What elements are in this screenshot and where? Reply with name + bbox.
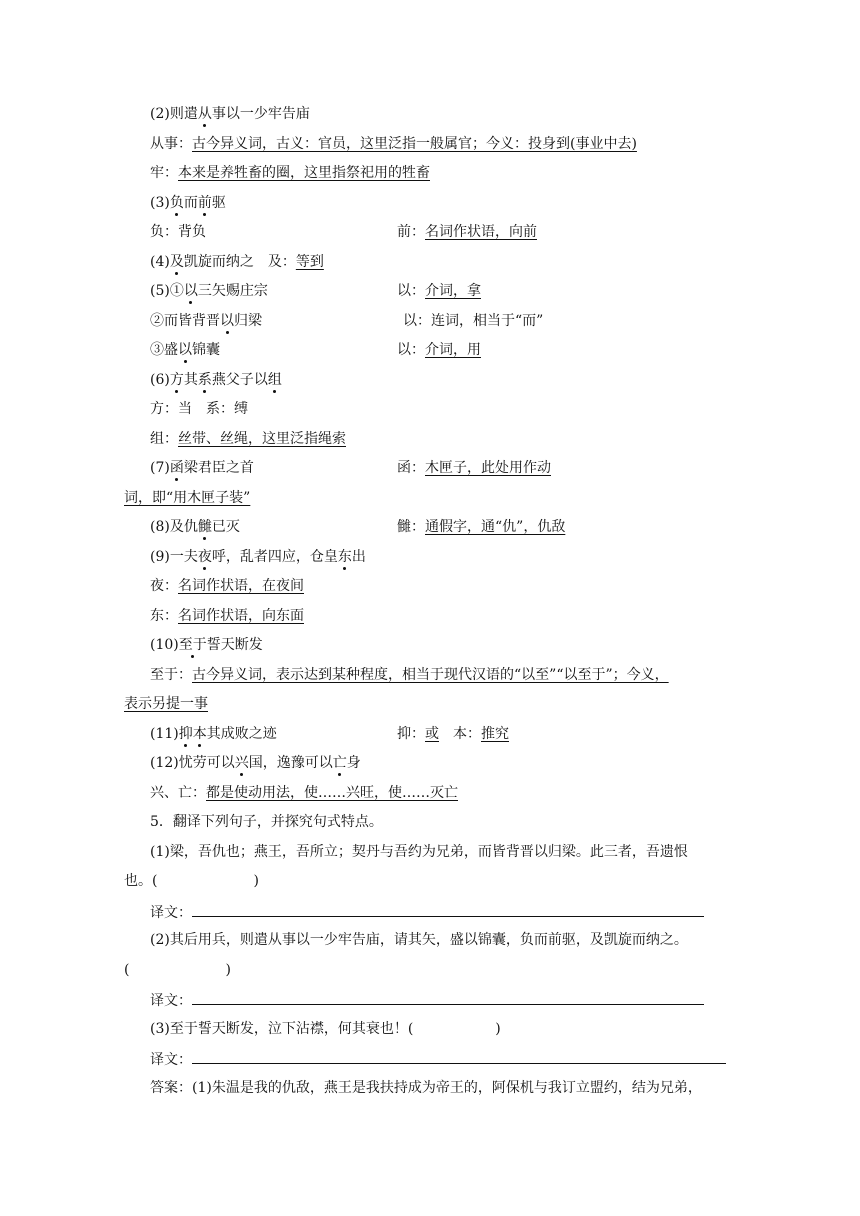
note-fang-xi: 方：当 系：缚 [150, 401, 248, 417]
item-12-sentence: (12)忧劳可以兴国，逸豫可以亡身 [150, 755, 361, 771]
item-4-sentence: (4)及凯旋而纳之 及：等到 [150, 254, 324, 270]
item-11-sentence: (11)抑本其成败之迹 [150, 726, 277, 742]
question-5-heading: 5．翻译下列句子，并探究句式特点。 [150, 814, 383, 830]
q5-1-sentence-cont: 也。( ) [124, 873, 259, 889]
item-2-sentence: (2)则遣从事以一少牢告庙 [150, 106, 310, 122]
item-3-sentence: (3)负而前驱 [150, 195, 226, 211]
note-han-cont: 词，即“用木匣子装” [124, 490, 251, 506]
note-ye: 夜：名词作状语，在夜间 [150, 578, 304, 594]
note-qian: 前：名词作状语，向前 [397, 224, 537, 240]
note-zu: 组：丝带、丝绳，这里泛指绳索 [150, 431, 346, 447]
item-6-sentence: (6)方其系燕父子以组 [150, 372, 282, 388]
item-9-sentence: (9)一夫夜呼，乱者四应，仓皇东出 [150, 549, 366, 565]
answer-underlined: 本来是养牲畜的圈，这里指祭祀用的牲畜 [178, 165, 430, 181]
note-zhiyu: 至于：古今异义词，表示达到某种程度，相当于现代汉语的“以至”“以至于”；今义， [150, 667, 669, 683]
note-yi-1: 以：介词，拿 [397, 283, 481, 299]
translation-blank[interactable] [192, 1049, 726, 1064]
q5-3-translation: 译文： [150, 1049, 726, 1069]
item-5-2-sentence: ②而皆背晋以归梁 [150, 313, 262, 329]
translation-blank[interactable] [192, 902, 704, 917]
note-yi-2: 以：连词，相当于“而” [403, 313, 544, 329]
note-fu: 负：背负 [150, 224, 206, 240]
q5-1-translation: 译文： [150, 902, 704, 922]
item-5-1-sentence: (5)①以三矢赐庄宗 [150, 283, 268, 299]
q5-2-sentence-cont: ( ) [124, 962, 231, 978]
item-10-sentence: (10)至于誓天断发 [150, 637, 263, 653]
note-xing-wang: 兴、亡：都是使动用法，使……兴旺，使……灭亡 [150, 785, 458, 801]
item-8-sentence: (8)及仇雠已灭 [150, 519, 240, 535]
note-lao: 牢：本来是养牲畜的圈，这里指祭祀用的牲畜 [150, 165, 430, 181]
note-dong: 东：名词作状语，向东面 [150, 608, 304, 624]
answer-underlined: 古今异义词，古义：官员，这里泛指一般属官；今义：投身到(事业中去) [192, 136, 637, 152]
note-yi-3: 以：介词，用 [397, 342, 481, 358]
item-7-sentence: (7)函梁君臣之首 [150, 460, 254, 476]
note-congshi: 从事：古今异义词，古义：官员，这里泛指一般属官；今义：投身到(事业中去) [150, 136, 637, 152]
q5-2-translation: 译文： [150, 990, 704, 1010]
emphasis-mark: 从 [197, 106, 212, 122]
answer-line: 答案：(1)朱温是我的仇敌，燕王是我扶持成为帝王的，阿保机与我订立盟约，结为兄弟， [150, 1080, 702, 1096]
note-yi-ben: 抑：或 本：推究 [397, 726, 509, 742]
note-han: 函：木匣子，此处用作动 [397, 460, 551, 476]
translation-blank[interactable] [192, 990, 704, 1005]
note-zhiyu-cont: 表示另提一事 [124, 696, 208, 712]
q5-2-sentence: (2)其后用兵，则遣从事以一少牢告庙，请其矢，盛以锦囊，负而前驱，及凯旋而纳之。 [150, 932, 688, 948]
q5-3-sentence: (3)至于誓天断发，泣下沾襟，何其衰也！( ) [150, 1021, 501, 1037]
q5-1-sentence: (1)梁，吾仇也；燕王，吾所立；契丹与吾约为兄弟，而皆背晋以归梁。此三者，吾遗恨 [150, 844, 688, 860]
note-chou: 雠：通假字，通“仇”，仇敌 [397, 519, 566, 535]
item-5-3-sentence: ③盛以锦囊 [150, 342, 220, 358]
